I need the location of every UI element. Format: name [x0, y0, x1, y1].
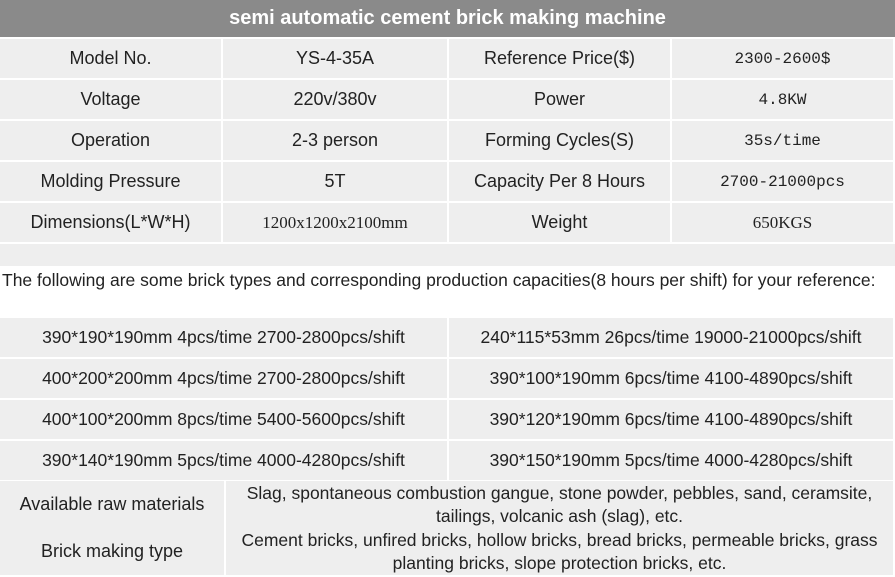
spec-value-capacity: 2700-21000pcs: [672, 162, 895, 203]
spec-label-molding-pressure: Molding Pressure: [0, 162, 223, 203]
raw-materials-row: [0, 481, 895, 530]
spec-label-capacity: Capacity Per 8 Hours: [449, 162, 672, 203]
spec-label-weight: Weight: [449, 203, 672, 244]
spec-label-voltage: Voltage: [0, 80, 223, 121]
spec-label-price: Reference Price($): [449, 39, 672, 80]
spec-label-operation: Operation: [0, 121, 223, 162]
brick-type-item: 400*200*200mm 4pcs/time 2700-2800pcs/shift: [0, 359, 449, 400]
brick-type-item: 390*150*190mm 5pcs/time 4000-4280pcs/shift: [449, 441, 895, 482]
brick-type-item: 390*120*190mm 6pcs/time 4100-4890pcs/shift: [449, 400, 895, 441]
brick-type-item: 240*115*53mm 26pcs/time 19000-21000pcs/shift: [449, 318, 895, 359]
raw-materials-value: Slag, spontaneous combustion gangue, stone powder, pebbles, sand, ceramsite, tailings, volcanic ash (slag), etc.: [226, 481, 895, 530]
spec-value-forming-cycles: 35s/time: [672, 121, 895, 162]
reference-note: The following are some brick types and corresponding production capacities(8 hours per shift) for your reference:: [2, 270, 876, 290]
brick-making-type-label: Brick making type: [0, 528, 226, 577]
spec-label-model: Model No.: [0, 39, 223, 80]
spec-label-forming-cycles: Forming Cycles(S): [449, 121, 672, 162]
brick-types-table: [0, 318, 895, 482]
brick-type-item: 390*140*190mm 5pcs/time 4000-4280pcs/shift: [0, 441, 449, 482]
brick-type-item: 400*100*200mm 8pcs/time 5400-5600pcs/shift: [0, 400, 449, 441]
raw-materials-label: Available raw materials: [0, 481, 226, 530]
spec-value-weight: 650KGS: [672, 203, 895, 244]
spec-label-power: Power: [449, 80, 672, 121]
spec-value-model: YS-4-35A: [223, 39, 449, 80]
spec-value-voltage: 220v/380v: [223, 80, 449, 121]
spec-value-price: 2300-2600$: [672, 39, 895, 80]
spec-value-molding-pressure: 5T: [223, 162, 449, 203]
spec-table: [0, 39, 895, 244]
spec-label-dimensions: Dimensions(L*W*H): [0, 203, 223, 244]
brick-type-item: 390*190*190mm 4pcs/time 2700-2800pcs/shift: [0, 318, 449, 359]
separator-row: [0, 244, 895, 266]
spec-value-power: 4.8KW: [672, 80, 895, 121]
spec-value-dimensions: 1200x1200x2100mm: [223, 203, 449, 244]
spec-value-operation: 2-3 person: [223, 121, 449, 162]
brick-making-type-row: [0, 528, 895, 577]
page-title: semi automatic cement brick making machine: [0, 0, 895, 37]
brick-type-item: 390*100*190mm 6pcs/time 4100-4890pcs/shift: [449, 359, 895, 400]
brick-making-type-value: Cement bricks, unfired bricks, hollow bricks, bread bricks, permeable bricks, grass planting bricks, slope protection bricks, etc.: [226, 528, 895, 577]
